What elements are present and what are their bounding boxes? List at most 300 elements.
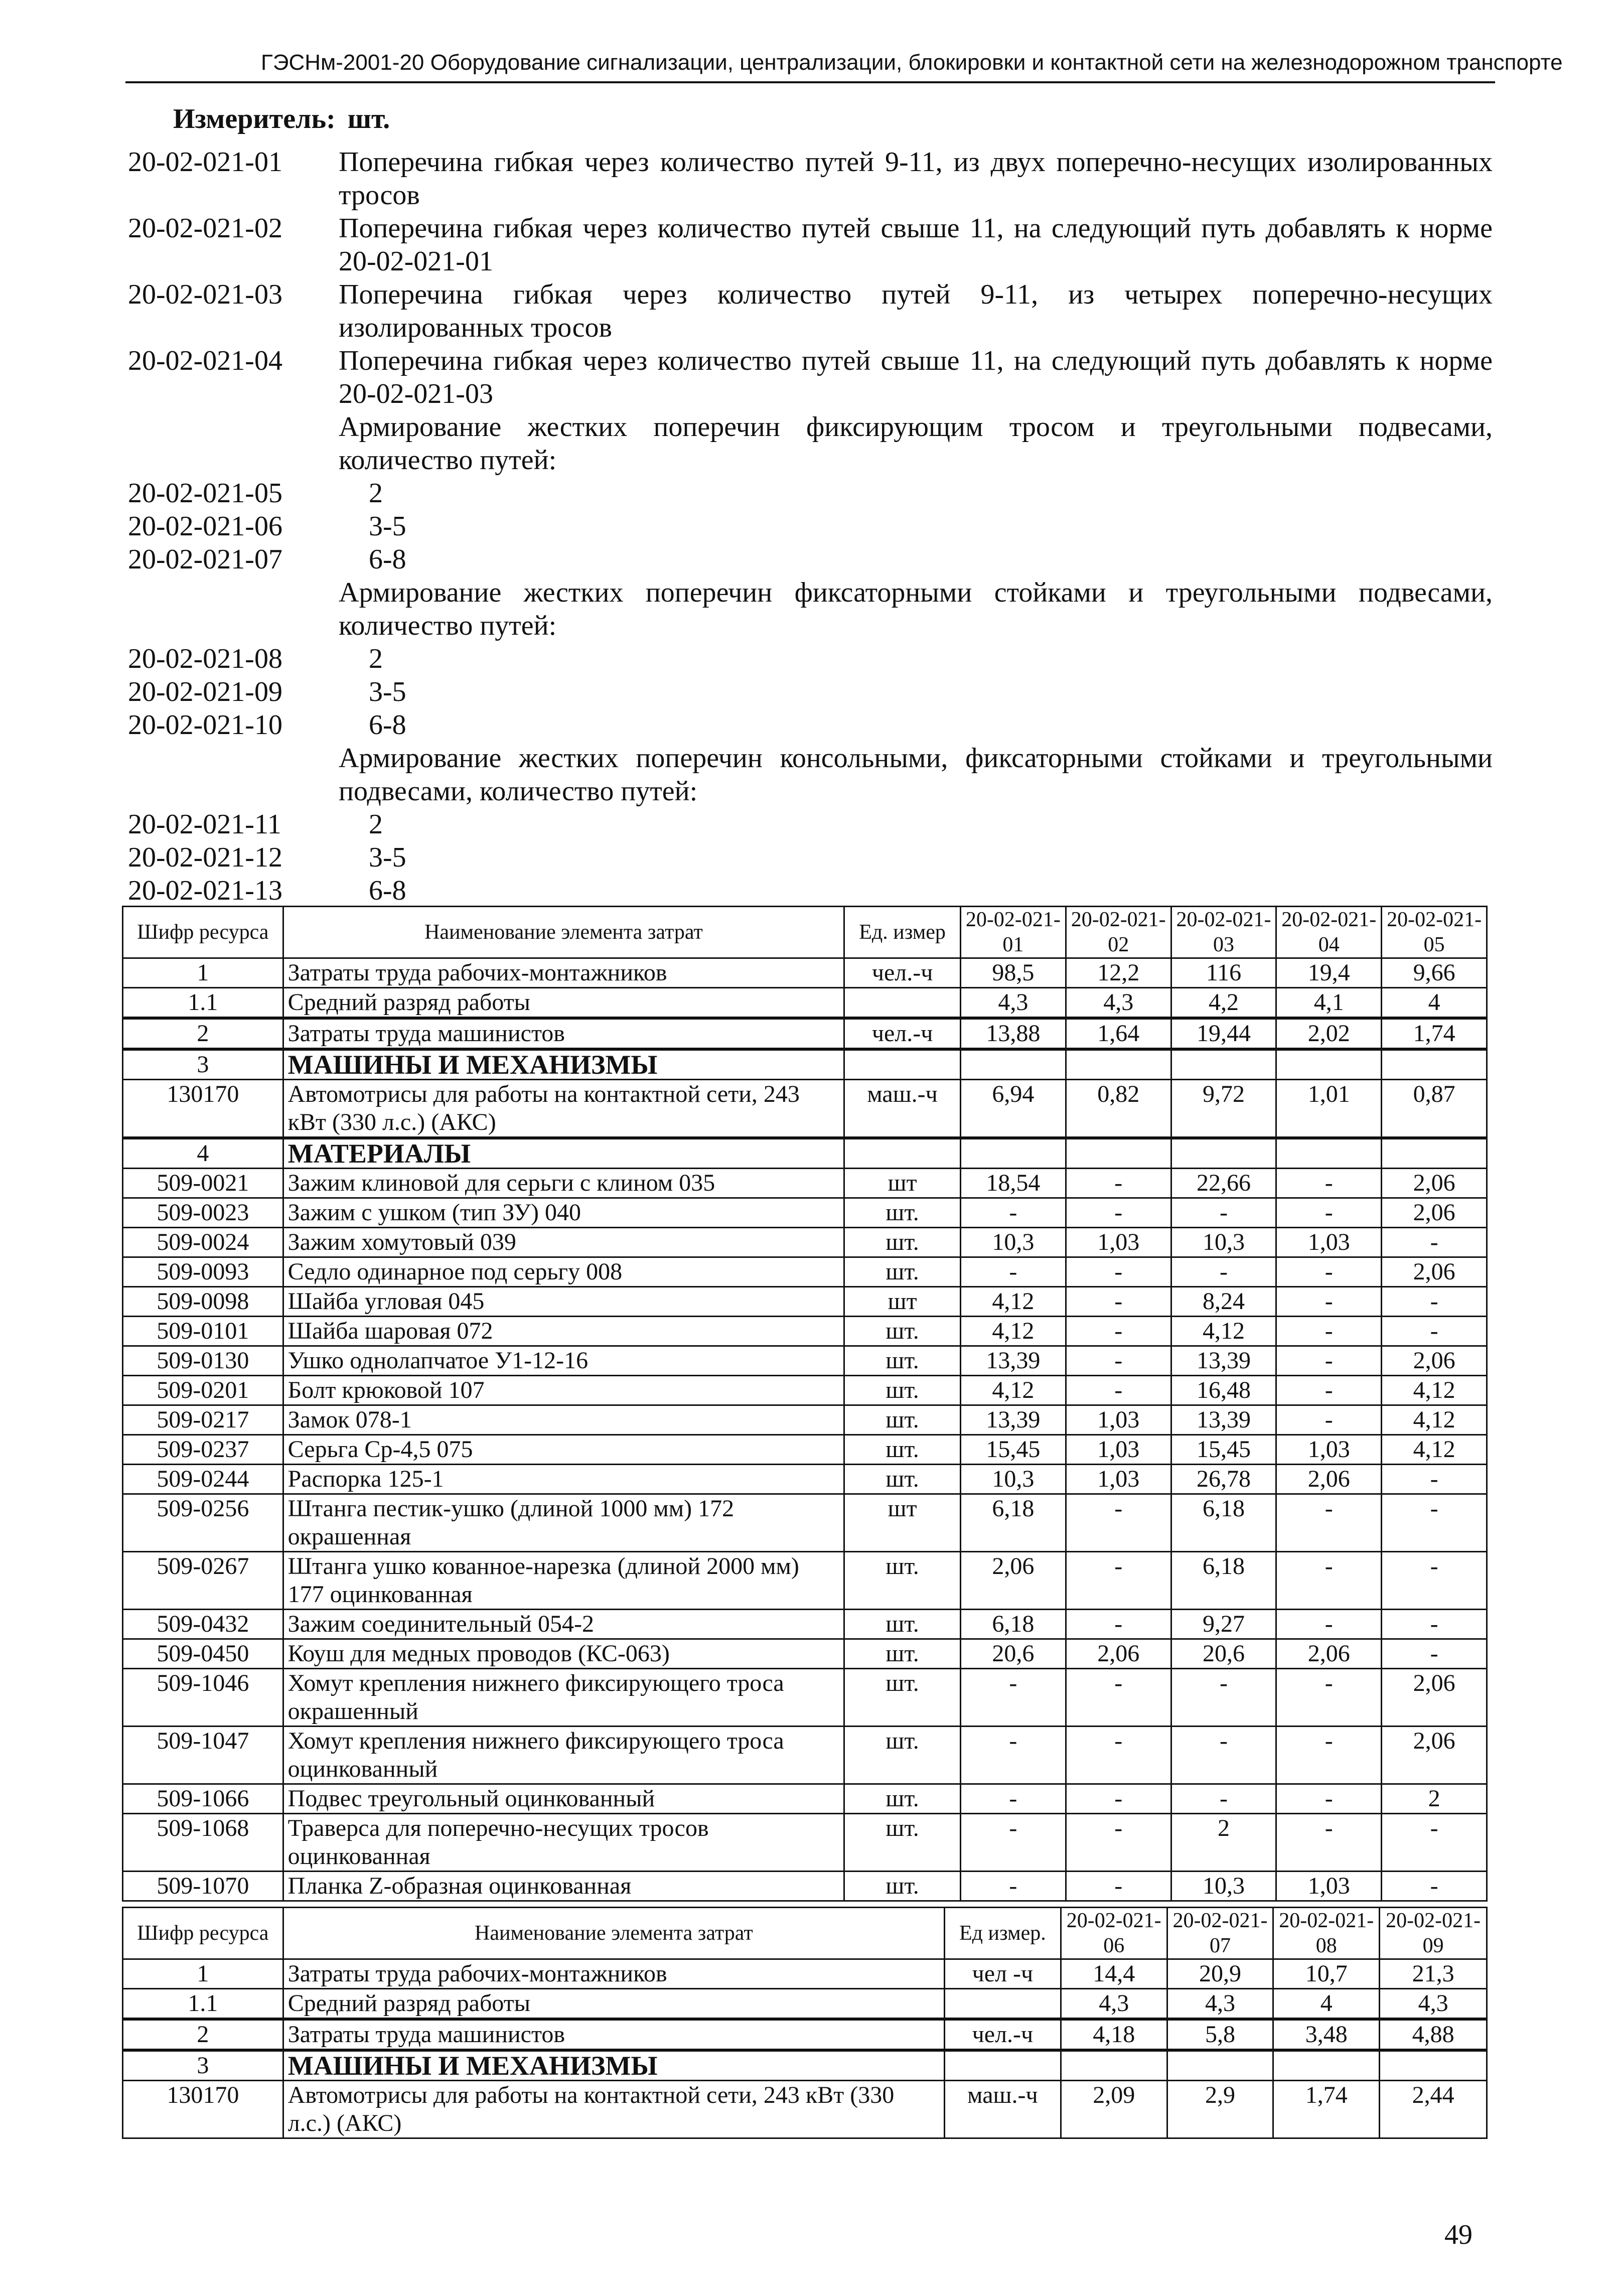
- resource-code: 509-0024: [123, 1228, 283, 1257]
- norm-text: 6-8: [369, 544, 406, 575]
- norm-code: 20-02-021-10: [128, 709, 282, 741]
- norm-text: 2: [369, 809, 383, 840]
- value-cell: 6,18: [960, 1610, 1066, 1639]
- unit-cell: шт: [844, 1287, 961, 1317]
- cost-element-name: Коуш для медных проводов (КС-063): [283, 1639, 844, 1669]
- table-row: [123, 1959, 1487, 1989]
- resource-code: 509-0267: [123, 1552, 283, 1610]
- header-norm-code: 20-02-021-08: [1273, 1908, 1380, 1959]
- norm-row: [128, 841, 1493, 874]
- value-cell: -: [1382, 1287, 1487, 1317]
- value-cell: 19,4: [1276, 958, 1382, 988]
- cost-element-name: Затраты труда рабочих-монтажников: [283, 958, 844, 988]
- value-cell: -: [1382, 1494, 1487, 1552]
- resource-code: 509-1070: [123, 1872, 283, 1901]
- value-cell: 1,03: [1066, 1405, 1171, 1435]
- cost-element-name: Ушко однолапчатое У1-12-16: [283, 1346, 844, 1376]
- value-cell: 116: [1171, 958, 1276, 988]
- norm-code: 20-02-021-08: [128, 643, 282, 674]
- cost-element-name: Зажим с ушком (тип ЗУ) 040: [283, 1198, 844, 1228]
- value-cell: 4,12: [960, 1287, 1066, 1317]
- resource-code: 509-1066: [123, 1784, 283, 1814]
- unit-cell: шт.: [844, 1317, 961, 1346]
- value-cell: 12,2: [1066, 958, 1171, 988]
- value-cell: 6,94: [960, 1080, 1066, 1138]
- value-cell: -: [1276, 1287, 1382, 1317]
- value-cell: -: [960, 1669, 1066, 1727]
- value-cell: 13,39: [1171, 1405, 1276, 1435]
- table-row: [123, 1727, 1487, 1784]
- norm-row: [128, 510, 1493, 543]
- cost-element-name: Зажим клиновой для серьги с клином 035: [283, 1169, 844, 1198]
- resource-code: 509-0217: [123, 1405, 283, 1435]
- value-cell: 4: [1273, 1989, 1380, 2020]
- unit-cell: чел.-ч: [944, 2019, 1061, 2050]
- cost-element-name: Шайба угловая 045: [283, 1287, 844, 1317]
- value-cell: 10,7: [1273, 1959, 1380, 1989]
- section-row: [123, 1138, 1487, 1169]
- table-row: [123, 1317, 1487, 1346]
- resource-code: 130170: [123, 1080, 283, 1138]
- value-cell: 1,74: [1273, 2081, 1380, 2138]
- table-header-row: [123, 907, 1487, 958]
- table-row: [123, 1287, 1487, 1317]
- norm-text: 2: [369, 643, 383, 674]
- norm-code: 20-02-021-01: [128, 147, 282, 178]
- table-row: [123, 1018, 1487, 1049]
- value-cell: 4,3: [1061, 1989, 1167, 2020]
- cost-element-name: Средний разряд работы: [283, 1989, 944, 2020]
- norm-text: Поперечина гибкая через количество путей 9-11, из четырех поперечно-несущих изолированных тросов: [339, 279, 1493, 343]
- value-cell: -: [1171, 1727, 1276, 1784]
- norm-code: 20-02-021-07: [128, 544, 282, 575]
- table-row: [123, 1872, 1487, 1901]
- cost-element-name: Автомотрисы для работы на контактной сети, 243 кВт (330 л.с.) (АКС): [283, 2081, 944, 2138]
- cost-element-name: Шайба шаровая 072: [283, 1317, 844, 1346]
- norm-row: [128, 874, 1493, 907]
- value-cell: 22,66: [1171, 1169, 1276, 1198]
- unit-cell: шт.: [844, 1228, 961, 1257]
- value-cell: -: [1171, 1257, 1276, 1287]
- unit-cell: шт.: [844, 1727, 961, 1784]
- value-cell: 21,3: [1380, 1959, 1487, 1989]
- norm-row: [128, 808, 1493, 841]
- resource-code: 509-0021: [123, 1169, 283, 1198]
- value-cell: 20,6: [960, 1639, 1066, 1669]
- norm-code: 20-02-021-09: [128, 676, 282, 707]
- value-cell: -: [1276, 1405, 1382, 1435]
- norm-code: 20-02-021-11: [128, 809, 281, 840]
- header-name: Наименование элемента затрат: [283, 907, 844, 958]
- cost-element-name: Зажим соединительный 054-2: [283, 1610, 844, 1639]
- value-cell: -: [1276, 1784, 1382, 1814]
- unit-cell: чел.-ч: [844, 958, 961, 988]
- value-cell: -: [1066, 1346, 1171, 1376]
- table-row: [123, 1435, 1487, 1465]
- value-cell: 4: [1382, 988, 1487, 1019]
- cost-element-name: Распорка 125-1: [283, 1465, 844, 1494]
- value-cell: 1,03: [1276, 1228, 1382, 1257]
- value-cell: 14,4: [1061, 1959, 1167, 1989]
- value-cell: -: [960, 1727, 1066, 1784]
- table-row: [123, 958, 1487, 988]
- value-cell: -: [1066, 1669, 1171, 1727]
- unit-cell: [944, 2050, 1061, 2081]
- norm-row: [128, 708, 1493, 742]
- norm-text: 6-8: [369, 709, 406, 741]
- value-cell: -: [1066, 1784, 1171, 1814]
- header-code: Шифр ресурса: [123, 907, 283, 958]
- value-cell: -: [1382, 1814, 1487, 1872]
- value-cell: 16,48: [1171, 1376, 1276, 1405]
- value-cell: [1380, 2050, 1487, 2081]
- norm-text: 3-5: [369, 676, 406, 707]
- value-cell: 98,5: [960, 958, 1066, 988]
- cost-element-name: Штанга ушко кованное-нарезка (длиной 2000 мм) 177 оцинкованная: [283, 1552, 844, 1610]
- norm-row: [128, 543, 1493, 576]
- value-cell: -: [1066, 1727, 1171, 1784]
- value-cell: [1382, 1049, 1487, 1080]
- value-cell: 10,3: [1171, 1872, 1276, 1901]
- resource-code: 509-0432: [123, 1610, 283, 1639]
- value-cell: 26,78: [1171, 1465, 1276, 1494]
- table-row: [123, 1989, 1487, 2020]
- table-row: [123, 2081, 1487, 2138]
- cost-element-name: Траверса для поперечно-несущих тросов оцинкованная: [283, 1814, 844, 1872]
- header-norm-code: 20-02-021-06: [1061, 1908, 1167, 1959]
- header-norm-code: 20-02-021-07: [1167, 1908, 1273, 1959]
- norm-row: [128, 146, 1493, 212]
- table-row: [123, 1639, 1487, 1669]
- unit-cell: маш.-ч: [944, 2081, 1061, 2138]
- table-row: [123, 988, 1487, 1019]
- value-cell: -: [1382, 1639, 1487, 1669]
- value-cell: -: [1276, 1317, 1382, 1346]
- value-cell: [1066, 1138, 1171, 1169]
- resource-code: 2: [123, 1018, 283, 1049]
- value-cell: -: [1066, 1494, 1171, 1552]
- resource-code: 2: [123, 2019, 283, 2050]
- value-cell: 1,64: [1066, 1018, 1171, 1049]
- table-row: [123, 1552, 1487, 1610]
- unit-cell: чел.-ч: [844, 1018, 961, 1049]
- value-cell: -: [1382, 1228, 1487, 1257]
- resource-code: 1: [123, 958, 283, 988]
- value-cell: 4,12: [1382, 1405, 1487, 1435]
- value-cell: [1066, 1049, 1171, 1080]
- resource-code: 509-0201: [123, 1376, 283, 1405]
- value-cell: 2,06: [960, 1552, 1066, 1610]
- unit-cell: шт.: [844, 1784, 961, 1814]
- value-cell: -: [1066, 1872, 1171, 1901]
- value-cell: 20,6: [1171, 1639, 1276, 1669]
- table-header-row: [123, 1908, 1487, 1959]
- value-cell: -: [1276, 1494, 1382, 1552]
- value-cell: 0,82: [1066, 1080, 1171, 1138]
- value-cell: -: [1276, 1552, 1382, 1610]
- value-cell: 1,03: [1066, 1228, 1171, 1257]
- table-row: [123, 2019, 1487, 2050]
- unit-cell: маш.-ч: [844, 1080, 961, 1138]
- norm-text: Поперечина гибкая через количество путей свыше 11, на следующий путь добавлять к норме 20-02-021-01: [339, 213, 1493, 277]
- table-row: [123, 1610, 1487, 1639]
- resource-code: 1.1: [123, 1989, 283, 2020]
- resource-code: 1: [123, 1959, 283, 1989]
- unit-cell: шт.: [844, 1346, 961, 1376]
- value-cell: [960, 1138, 1066, 1169]
- header-unit: Ед. измер: [844, 907, 961, 958]
- norm-code: 20-02-021-12: [128, 842, 282, 873]
- value-cell: -: [1276, 1610, 1382, 1639]
- value-cell: 9,27: [1171, 1610, 1276, 1639]
- value-cell: 2,09: [1061, 2081, 1167, 2138]
- norm-row: [128, 212, 1493, 278]
- value-cell: 2,44: [1380, 2081, 1487, 2138]
- norm-code: 20-02-021-05: [128, 478, 282, 509]
- unit-cell: шт.: [844, 1610, 961, 1639]
- resource-code: 130170: [123, 2081, 283, 2138]
- value-cell: -: [960, 1784, 1066, 1814]
- value-cell: 1,01: [1276, 1080, 1382, 1138]
- cost-element-name: Замок 078-1: [283, 1405, 844, 1435]
- cost-element-name: Затраты труда машинистов: [283, 1018, 844, 1049]
- unit-line: [173, 103, 390, 135]
- value-cell: 6,18: [1171, 1552, 1276, 1610]
- value-cell: [1276, 1049, 1382, 1080]
- header-unit: Ед измер.: [944, 1908, 1061, 1959]
- unit-cell: шт.: [844, 1639, 961, 1669]
- value-cell: 9,66: [1382, 958, 1487, 988]
- resource-code: 4: [123, 1138, 283, 1169]
- norm-text: 3-5: [369, 511, 406, 542]
- header-norm-code: 20-02-021-01: [960, 907, 1066, 958]
- value-cell: 1,74: [1382, 1018, 1487, 1049]
- norm-group-title: Армирование жестких поперечин фиксаторными стойками и треугольными подвесами, количество путей:: [339, 577, 1493, 641]
- resource-table-2: [122, 1907, 1488, 2139]
- cost-element-name: Подвес треугольный оцинкованный: [283, 1784, 844, 1814]
- resource-code: 509-0023: [123, 1198, 283, 1228]
- value-cell: [1061, 2050, 1167, 2081]
- table-row: [123, 1669, 1487, 1727]
- value-cell: 2,06: [1382, 1198, 1487, 1228]
- unit-cell: [844, 1049, 961, 1080]
- header-norm-code: 20-02-021-02: [1066, 907, 1171, 958]
- norm-code: 20-02-021-02: [128, 213, 282, 244]
- unit-cell: [844, 988, 961, 1019]
- section-title: МАТЕРИАЛЫ: [283, 1138, 844, 1169]
- unit-cell: шт.: [844, 1198, 961, 1228]
- resource-code: 509-1046: [123, 1669, 283, 1727]
- value-cell: 4,12: [1382, 1435, 1487, 1465]
- unit-value: шт.: [347, 103, 390, 134]
- value-cell: -: [960, 1814, 1066, 1872]
- value-cell: -: [1382, 1552, 1487, 1610]
- value-cell: 6,18: [1171, 1494, 1276, 1552]
- value-cell: 10,3: [1171, 1228, 1276, 1257]
- section-row: [123, 1049, 1487, 1080]
- resource-code: 509-0450: [123, 1639, 283, 1669]
- value-cell: 15,45: [1171, 1435, 1276, 1465]
- norm-row: [128, 642, 1493, 675]
- value-cell: -: [1171, 1784, 1276, 1814]
- value-cell: -: [1066, 1610, 1171, 1639]
- value-cell: 1,03: [1066, 1435, 1171, 1465]
- norm-list: [128, 146, 1493, 907]
- resource-code: 1.1: [123, 988, 283, 1019]
- value-cell: 0,87: [1382, 1080, 1487, 1138]
- value-cell: -: [1066, 1552, 1171, 1610]
- header-rule: [125, 81, 1495, 83]
- unit-cell: шт.: [844, 1814, 961, 1872]
- value-cell: 2,02: [1276, 1018, 1382, 1049]
- value-cell: 13,88: [960, 1018, 1066, 1049]
- resource-code: 509-0237: [123, 1435, 283, 1465]
- resource-code: 3: [123, 1049, 283, 1080]
- section-title: МАШИНЫ И МЕХАНИЗМЫ: [283, 2050, 944, 2081]
- norm-text: Поперечина гибкая через количество путей свыше 11, на следующий путь добавлять к норме 20-02-021-03: [339, 345, 1493, 409]
- resource-code: 509-0256: [123, 1494, 283, 1552]
- value-cell: 2,06: [1276, 1639, 1382, 1669]
- value-cell: 4,3: [1380, 1989, 1487, 2020]
- value-cell: -: [960, 1198, 1066, 1228]
- value-cell: 1,03: [1276, 1435, 1382, 1465]
- value-cell: 2,06: [1382, 1346, 1487, 1376]
- unit-cell: шт.: [844, 1465, 961, 1494]
- value-cell: 2,06: [1276, 1465, 1382, 1494]
- value-cell: 4,1: [1276, 988, 1382, 1019]
- header-norm-code: 20-02-021-03: [1171, 907, 1276, 958]
- norm-text: 3-5: [369, 842, 406, 873]
- resource-table-1: [122, 906, 1488, 1902]
- norm-row: [128, 477, 1493, 510]
- value-cell: 4,88: [1380, 2019, 1487, 2050]
- table-row: [123, 1198, 1487, 1228]
- value-cell: 2,06: [1382, 1257, 1487, 1287]
- section-row: [123, 2050, 1487, 2081]
- unit-cell: [844, 1138, 961, 1169]
- unit-cell: шт.: [844, 1435, 961, 1465]
- value-cell: 9,72: [1171, 1080, 1276, 1138]
- unit-cell: [944, 1989, 1061, 2020]
- table-row: [123, 1405, 1487, 1435]
- value-cell: 6,18: [960, 1494, 1066, 1552]
- cost-element-name: Штанга пестик-ушко (длиной 1000 мм) 172 окрашенная: [283, 1494, 844, 1552]
- header-code: Шифр ресурса: [123, 1908, 283, 1959]
- header-norm-code: 20-02-021-05: [1382, 907, 1487, 958]
- cost-element-name: Хомут крепления нижнего фиксирующего троса оцинкованный: [283, 1727, 844, 1784]
- value-cell: 19,44: [1171, 1018, 1276, 1049]
- value-cell: -: [1382, 1317, 1487, 1346]
- resource-code: 509-1047: [123, 1727, 283, 1784]
- value-cell: 4,12: [960, 1317, 1066, 1346]
- value-cell: -: [1276, 1169, 1382, 1198]
- value-cell: 2: [1171, 1814, 1276, 1872]
- unit-cell: шт.: [844, 1405, 961, 1435]
- norm-row: [128, 344, 1493, 410]
- value-cell: -: [1276, 1346, 1382, 1376]
- resource-code: 509-0244: [123, 1465, 283, 1494]
- cost-element-name: Затраты труда машинистов: [283, 2019, 944, 2050]
- resource-code: 509-0130: [123, 1346, 283, 1376]
- value-cell: 20,9: [1167, 1959, 1273, 1989]
- resource-code: 509-0093: [123, 1257, 283, 1287]
- value-cell: 13,39: [960, 1346, 1066, 1376]
- resource-code: 509-0101: [123, 1317, 283, 1346]
- value-cell: 4,12: [1382, 1376, 1487, 1405]
- value-cell: -: [1276, 1198, 1382, 1228]
- value-cell: [1273, 2050, 1380, 2081]
- value-cell: -: [1382, 1872, 1487, 1901]
- value-cell: -: [1066, 1317, 1171, 1346]
- value-cell: 2: [1382, 1784, 1487, 1814]
- value-cell: -: [1276, 1257, 1382, 1287]
- norm-code: 20-02-021-03: [128, 279, 282, 310]
- value-cell: [1276, 1138, 1382, 1169]
- cost-element-name: Планка Z-образная оцинкованная: [283, 1872, 844, 1901]
- table-row: [123, 1494, 1487, 1552]
- table-row: [123, 1346, 1487, 1376]
- table-row: [123, 1257, 1487, 1287]
- value-cell: [1167, 2050, 1273, 2081]
- table-row: [123, 1169, 1487, 1198]
- table-row: [123, 1228, 1487, 1257]
- norm-code: 20-02-021-04: [128, 345, 282, 376]
- value-cell: -: [1276, 1669, 1382, 1727]
- unit-cell: шт: [844, 1494, 961, 1552]
- value-cell: -: [1066, 1257, 1171, 1287]
- unit-cell: шт.: [844, 1669, 961, 1727]
- value-cell: -: [1382, 1465, 1487, 1494]
- value-cell: -: [1171, 1669, 1276, 1727]
- norm-code: 20-02-021-13: [128, 875, 282, 906]
- value-cell: -: [1066, 1376, 1171, 1405]
- cost-element-name: Серьга Ср-4,5 075: [283, 1435, 844, 1465]
- unit-label: Измеритель:: [173, 103, 336, 134]
- value-cell: 4,12: [1171, 1317, 1276, 1346]
- cost-element-name: Средний разряд работы: [283, 988, 844, 1019]
- value-cell: -: [1171, 1198, 1276, 1228]
- value-cell: 3,48: [1273, 2019, 1380, 2050]
- page-header: ГЭСНм-2001-20 Оборудование сигнализации, централизации, блокировки и контактной сети на железнодорожном транспорте: [261, 50, 1563, 75]
- value-cell: -: [1276, 1727, 1382, 1784]
- cost-element-name: Затраты труда рабочих-монтажников: [283, 1959, 944, 1989]
- unit-cell: шт.: [844, 1552, 961, 1610]
- value-cell: 2,06: [1382, 1727, 1487, 1784]
- cost-element-name: Зажим хомутовый 039: [283, 1228, 844, 1257]
- value-cell: -: [1276, 1376, 1382, 1405]
- value-cell: 13,39: [1171, 1346, 1276, 1376]
- header-norm-code: 20-02-021-09: [1380, 1908, 1487, 1959]
- value-cell: 10,3: [960, 1465, 1066, 1494]
- value-cell: 4,3: [1167, 1989, 1273, 2020]
- value-cell: 5,8: [1167, 2019, 1273, 2050]
- cost-element-name: Седло одинарное под серьгу 008: [283, 1257, 844, 1287]
- value-cell: -: [1382, 1610, 1487, 1639]
- value-cell: 13,39: [960, 1405, 1066, 1435]
- value-cell: 2,06: [1382, 1169, 1487, 1198]
- header-norm-code: 20-02-021-04: [1276, 907, 1382, 958]
- value-cell: [1171, 1138, 1276, 1169]
- unit-cell: шт.: [844, 1376, 961, 1405]
- value-cell: [960, 1049, 1066, 1080]
- page-number: 49: [1444, 2219, 1473, 2250]
- value-cell: 4,3: [1066, 988, 1171, 1019]
- value-cell: 1,03: [1276, 1872, 1382, 1901]
- value-cell: 2,9: [1167, 2081, 1273, 2138]
- value-cell: 1,03: [1066, 1465, 1171, 1494]
- value-cell: 4,12: [960, 1376, 1066, 1405]
- table-row: [123, 1784, 1487, 1814]
